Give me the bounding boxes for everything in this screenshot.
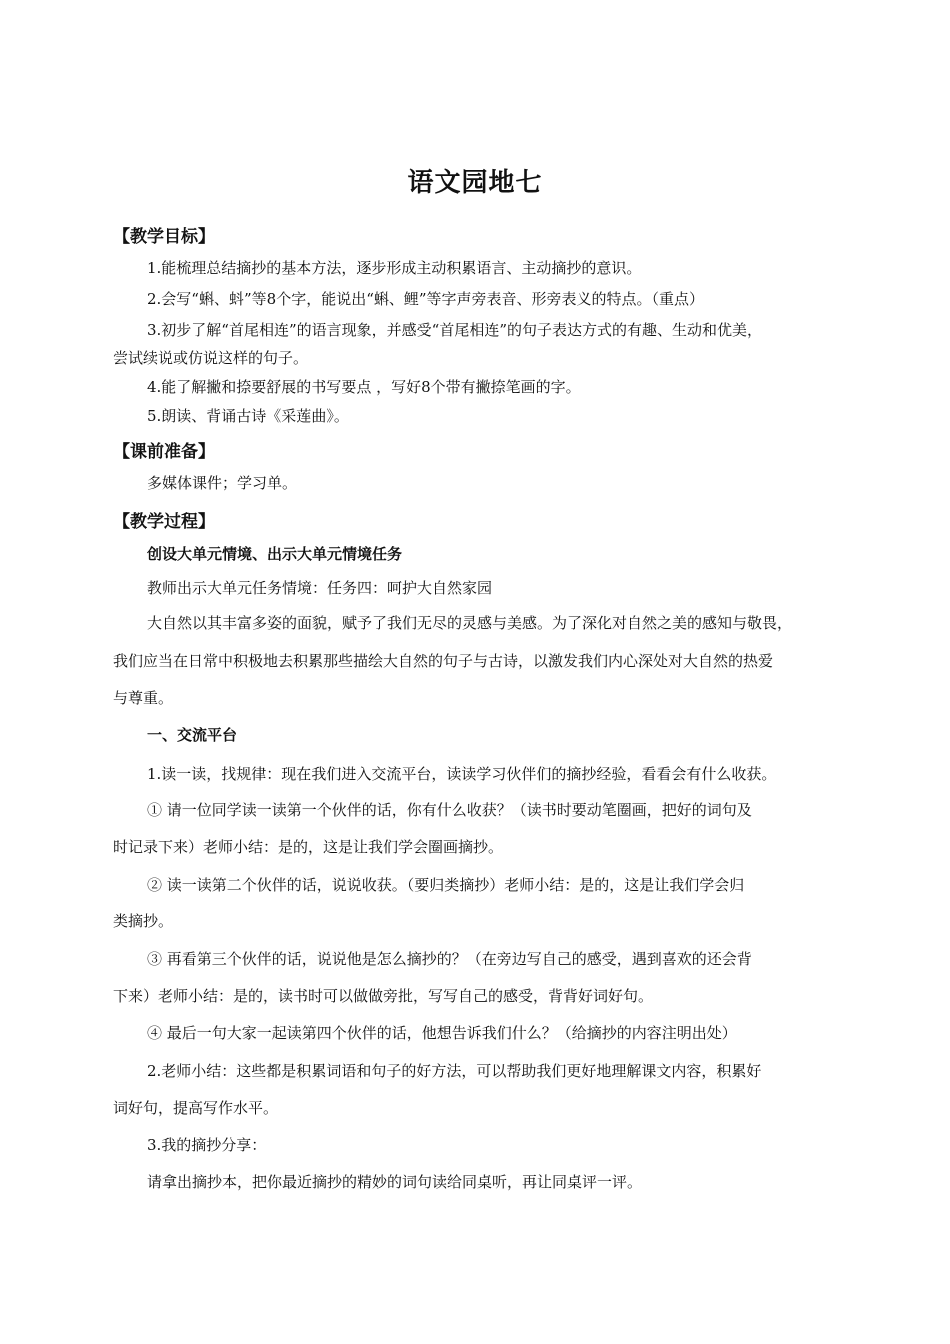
process-line: 下来）老师小结：是的，读书时可以做做旁批，写写自己的感受，背背好词好句。 xyxy=(113,987,654,1005)
page-title: 语文园地七 xyxy=(407,168,543,198)
part1-heading: 一、交流平台 xyxy=(147,726,238,744)
paragraph-line: 与尊重。 xyxy=(113,689,174,707)
preparation-text: 多媒体课件；学习单。 xyxy=(147,474,298,492)
process-line: 2.老师小结：这些都是积累词语和句子的好方法，可以帮助我们更好地理解课文内容，积累好 xyxy=(147,1062,762,1080)
process-line: ③ 再看第三个伙伴的话，说说他是怎么摘抄的？（在旁边写自己的感受，遇到喜欢的还会背 xyxy=(147,950,752,968)
paragraph-line: 我们应当在日常中积极地去积累那些描绘大自然的句子与古诗，以激发我们内心深处对大自然的热爱 xyxy=(113,652,774,670)
process-line: 类摘抄。 xyxy=(113,912,174,930)
objective-item: 3.初步了解“首尾相连”的语言现象，并感受“首尾相连”的句子表达方式的有趣、生动和优美， xyxy=(147,321,762,339)
objective-item-continued: 尝试续说或仿说这样的句子。 xyxy=(113,349,309,367)
task-line: 教师出示大单元任务情境：任务四：呵护大自然家园 xyxy=(147,579,493,597)
process-subheading: 创设大单元情境、出示大单元情境任务 xyxy=(147,545,403,563)
objective-item: 1.能梳理总结摘抄的基本方法，逐步形成主动积累语言、主动摘抄的意识。 xyxy=(147,259,642,277)
section-heading-objectives: 【教学目标】 xyxy=(113,227,215,247)
section-heading-preparation: 【课前准备】 xyxy=(113,442,215,462)
section-heading-process: 【教学过程】 xyxy=(113,512,215,532)
objective-item: 2.会写“蝌、蚪”等8个字，能说出“蝌、鲤”等字声旁表音、形旁表义的特点。（重点） xyxy=(147,290,705,308)
objective-item: 5.朗读、背诵古诗《采莲曲》。 xyxy=(147,407,349,425)
process-line: 词好句，提高写作水平。 xyxy=(113,1099,279,1117)
process-line: ① 请一位同学读一读第一个伙伴的话，你有什么收获？（读书时要动笔圈画，把好的词句及 xyxy=(147,801,752,819)
process-line: ② 读一读第二个伙伴的话，说说收获。（要归类摘抄）老师小结：是的，这是让我们学会归 xyxy=(147,876,745,894)
paragraph-line: 大自然以其丰富多姿的面貌，赋予了我们无尽的灵感与美感。为了深化对自然之美的感知与敬畏， xyxy=(147,614,793,632)
process-line: 请拿出摘抄本，把你最近摘抄的精妙的词句读给同桌听，再让同桌评一评。 xyxy=(147,1173,643,1191)
objective-item: 4.能了解撇和捺要舒展的书写要点 ，写好8个带有撇捺笔画的字。 xyxy=(147,378,581,396)
process-line: 3.我的摘抄分享： xyxy=(147,1136,267,1154)
process-line: 1.读一读，找规律：现在我们进入交流平台，读读学习伙伴们的摘抄经验，看看会有什么收获。 xyxy=(147,765,777,783)
process-line: ④ 最后一句大家一起读第四个伙伴的话，他想告诉我们什么？（给摘抄的内容注明出处） xyxy=(147,1024,737,1042)
process-line: 时记录下来）老师小结：是的，这是让我们学会圈画摘抄。 xyxy=(113,838,504,856)
